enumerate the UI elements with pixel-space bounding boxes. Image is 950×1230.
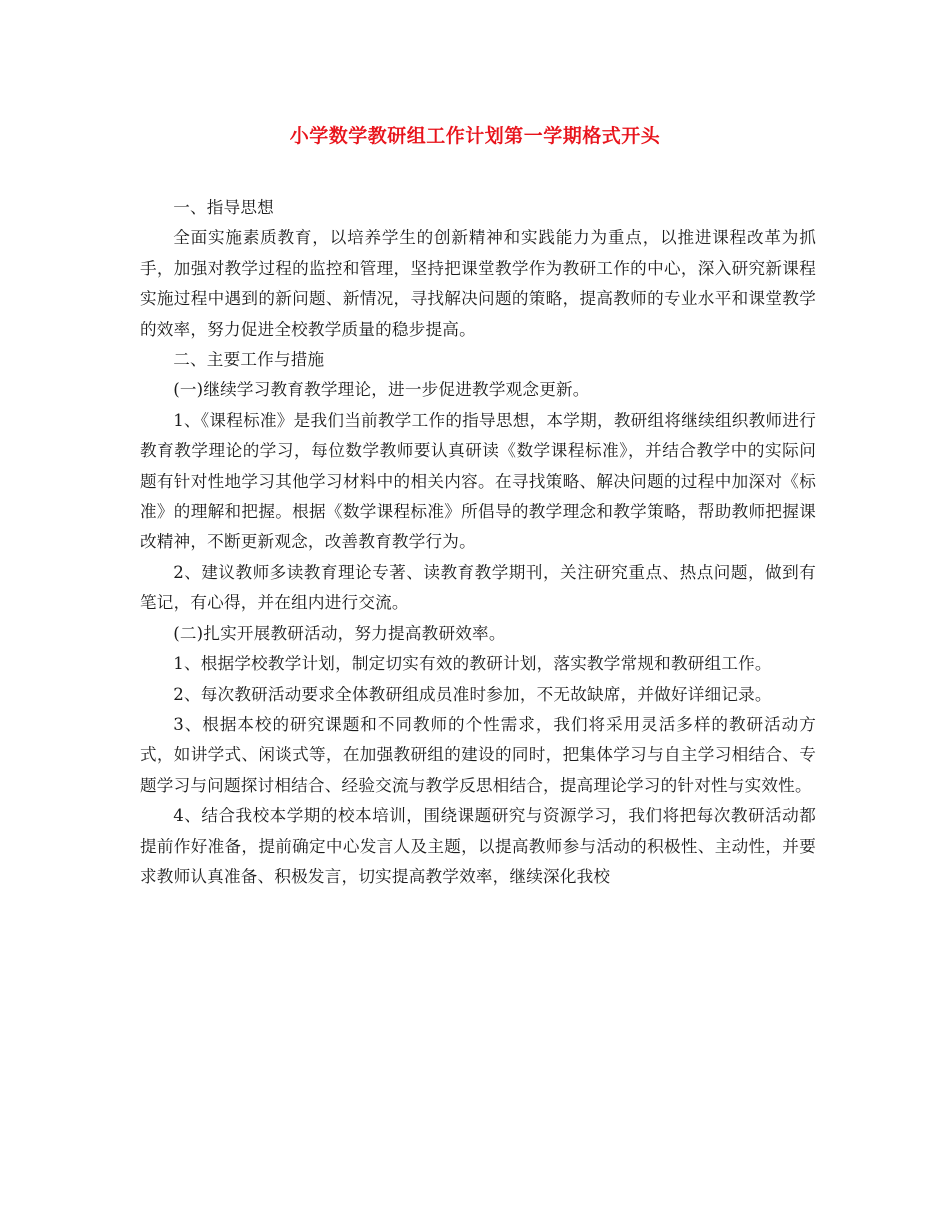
- paragraph: 2、建议教师多读教育理论专著、读教育教学期刊，关注研究重点、热点问题，做到有笔记，有心得，并在组内进行交流。: [140, 562, 816, 613]
- document-title: 小学数学教研组工作计划第一学期格式开头: [289, 125, 661, 147]
- paragraph: 2、每次教研活动要求全体教研组成员准时参加，不无故缺席，并做好详细记录。: [173, 684, 772, 704]
- paragraph: 1、根据学校教学计划，制定切实有效的教研计划，落实教学常规和教研组工作。: [173, 654, 772, 674]
- subheading: (二)扎实开展教研活动，努力提高教研效率。: [173, 623, 506, 643]
- heading-main-work: 二、主要工作与措施: [173, 350, 325, 370]
- paragraph: 全面实施素质教育，以培养学生的创新精神和实践能力为重点，以推进课程改革为抓手，加强对教学过程的监控和管理，坚持把课堂教学作为教研工作的中心，深入研究新课程实施过程中遇到的新问题、新情况，寻找解决问题的策略，提高教师的专业水平和课堂教学的效率，努力促进全校教学质量的稳步提高。: [140, 228, 816, 339]
- paragraph: 4、结合我校本学期的校本培训，围绕课题研究与资源学习，我们将把每次教研活动都提前作好准备，提前确定中心发言人及主题，以提高教师参与活动的积极性、主动性，并要求教师认真准备、积极发言，切实提高教学效率，继续深化我校: [140, 806, 816, 886]
- paragraph: 3、根据本校的研究课题和不同教师的个性需求，我们将采用灵活多样的教研活动方式，如讲学式、闲谈式等，在加强教研组的建设的同时，把集体学习与自主学习相结合、专题学习与问题探讨相结合、经验交流与教学反思相结合，提高理论学习的针对性与实效性。: [140, 714, 816, 795]
- subheading: (一)继续学习教育教学理论，进一步促进教学观念更新。: [173, 380, 590, 400]
- paragraph: 1、《课程标准》是我们当前教学工作的指导思想，本学期，教研组将继续组织教师进行教育教学理论的学习，每位数学教师要认真研读《数学课程标准》，并结合教学中的实际问题有针对性地学习其他学习材料中的相关内容。在寻找策略、解决问题的过程中加深对《标准》的理解和把握。根据《数学课程标准》所倡导的教学理念和教学策略，帮助教师把握课改精神，不断更新观念，改善教育教学行为。: [140, 410, 816, 552]
- document-body: [140, 193, 816, 892]
- heading-guiding-ideology: 一、指导思想: [173, 198, 274, 217]
